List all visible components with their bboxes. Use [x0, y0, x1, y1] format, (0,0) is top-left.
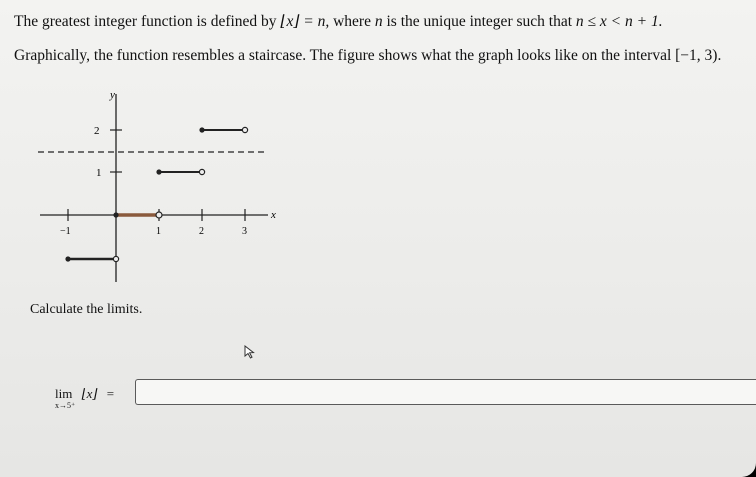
- step-open-dot-0: [156, 212, 162, 218]
- step-open-dot-1: [199, 169, 204, 174]
- step-open-dot-2: [242, 127, 247, 132]
- limit-expression: [55, 386, 115, 410]
- limit-answer-input[interactable]: [135, 379, 756, 405]
- greatest-integer-graph: [30, 84, 280, 284]
- limit-subscript: x→5⁺: [55, 401, 76, 410]
- x-tick-label-2: 2: [199, 226, 204, 237]
- definition-text: [14, 12, 663, 31]
- step-closed-dot-2: [199, 127, 204, 132]
- step-closed-dot-neg1: [65, 256, 70, 261]
- x-tick-label-3: 3: [242, 226, 247, 237]
- x-tick-label-neg1: −1: [60, 226, 71, 237]
- floor-definition: ⌊x⌋ = n,: [280, 13, 330, 30]
- y-tick-label-2: 2: [94, 125, 100, 137]
- n-variable: n: [374, 13, 383, 30]
- y-tick-label-1: 1: [96, 167, 102, 179]
- lim-operator: lim: [55, 386, 73, 401]
- step-closed-dot-0: [113, 212, 118, 217]
- x-axis-label: x: [271, 209, 276, 221]
- calculate-instruction: Calculate the limits.: [30, 302, 143, 317]
- staircase-description: Graphically, the function resembles a staircase. The figure shows what the graph looks like on the interval [−1, 3).: [14, 47, 722, 64]
- floor-expression: ⌊x⌋: [81, 386, 98, 401]
- y-axis-label: y: [110, 89, 115, 101]
- equals-sign: =: [106, 386, 115, 401]
- definition-text-condition: is the unique integer such that: [386, 13, 573, 30]
- step-closed-dot-1: [156, 169, 161, 174]
- mouse-pointer-icon: [244, 345, 256, 359]
- inequality: n ≤ x < n + 1.: [575, 13, 663, 30]
- step-open-dot-neg1: [113, 256, 118, 261]
- definition-text-where: where: [333, 13, 371, 30]
- x-tick-label-1: 1: [156, 226, 161, 237]
- definition-text-start: The greatest integer function is defined by: [14, 13, 277, 30]
